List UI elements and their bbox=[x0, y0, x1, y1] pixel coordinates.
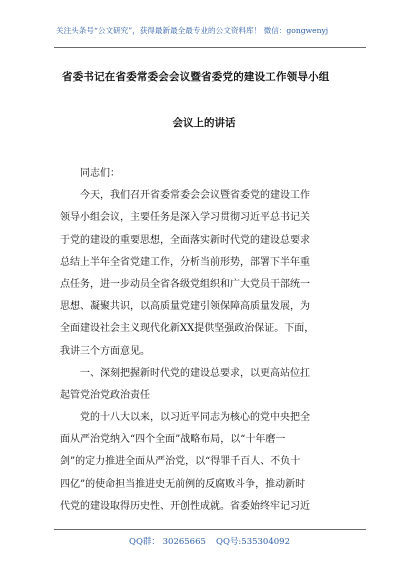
section-heading-line: 一、深刻把握新时代党的建设总要求，以更高站位扛 bbox=[80, 367, 310, 379]
section-heading-line: 起管党治党政治责任 bbox=[60, 389, 150, 401]
footer bbox=[0, 531, 408, 551]
paragraph-line: 代党的建设取得历史性、开创性成就。省委始终牢记习近 bbox=[60, 500, 310, 512]
paragraph-line: 我讲三个方面意见。 bbox=[60, 345, 150, 357]
footer-divider bbox=[54, 529, 366, 530]
document-body bbox=[60, 163, 360, 518]
paragraph-line: 今天，我们召开省委常委会会议暨省委党的建设工作 bbox=[80, 190, 310, 202]
paragraph-line: 总结上半年全省党建工作，分析当前形势，部署下半年重 bbox=[60, 256, 310, 268]
paragraph-line: 思想、凝聚共识，以高质量党建引领保障高质量发展，为 bbox=[60, 301, 310, 313]
header-banner: 关注头条号“公文研究”，获得最新最全最专业的公文资料库！ 微信：gongwenyj bbox=[56, 26, 329, 35]
document-title-line-2: 会议上的讲话 bbox=[172, 117, 236, 129]
paragraph-line: 党的十八大以来，以习近平同志为核心的党中央把全 bbox=[80, 412, 310, 424]
paragraph-line: 点任务，进一步动员全省各级党组织和广大党员干部统一 bbox=[60, 278, 310, 290]
paragraph-line: 四亿”的使命担当推进史无前例的反腐败斗争，推动新时 bbox=[60, 478, 306, 490]
paragraph-line: 于党的建设的重要思想，全面落实新时代党的建设总要求 bbox=[60, 234, 310, 246]
footer-qq-number: QQ号:535304092 bbox=[216, 537, 290, 547]
paragraph-line: 剑”的定力推进全面从严治党，以“得罪千百人、不负十 bbox=[60, 456, 301, 468]
salutation: 同志们： bbox=[80, 168, 120, 179]
paragraph-line: 面从严治党纳入“四个全面”战略布局，以“十年磨一 bbox=[60, 434, 286, 446]
document-title-line-1: 省委书记在省委常委会会议暨省委党的建设工作领导小组 bbox=[62, 71, 330, 83]
footer-qq-group: QQ群： 30265665 bbox=[129, 537, 206, 547]
paragraph-line: 领导小组会议，主要任务是深入学习贯彻习近平总书记关 bbox=[60, 212, 310, 224]
paragraph-line: 全面建设社会主义现代化新XX提供坚强政治保证。下面， bbox=[60, 323, 315, 335]
header-divider bbox=[54, 47, 366, 48]
